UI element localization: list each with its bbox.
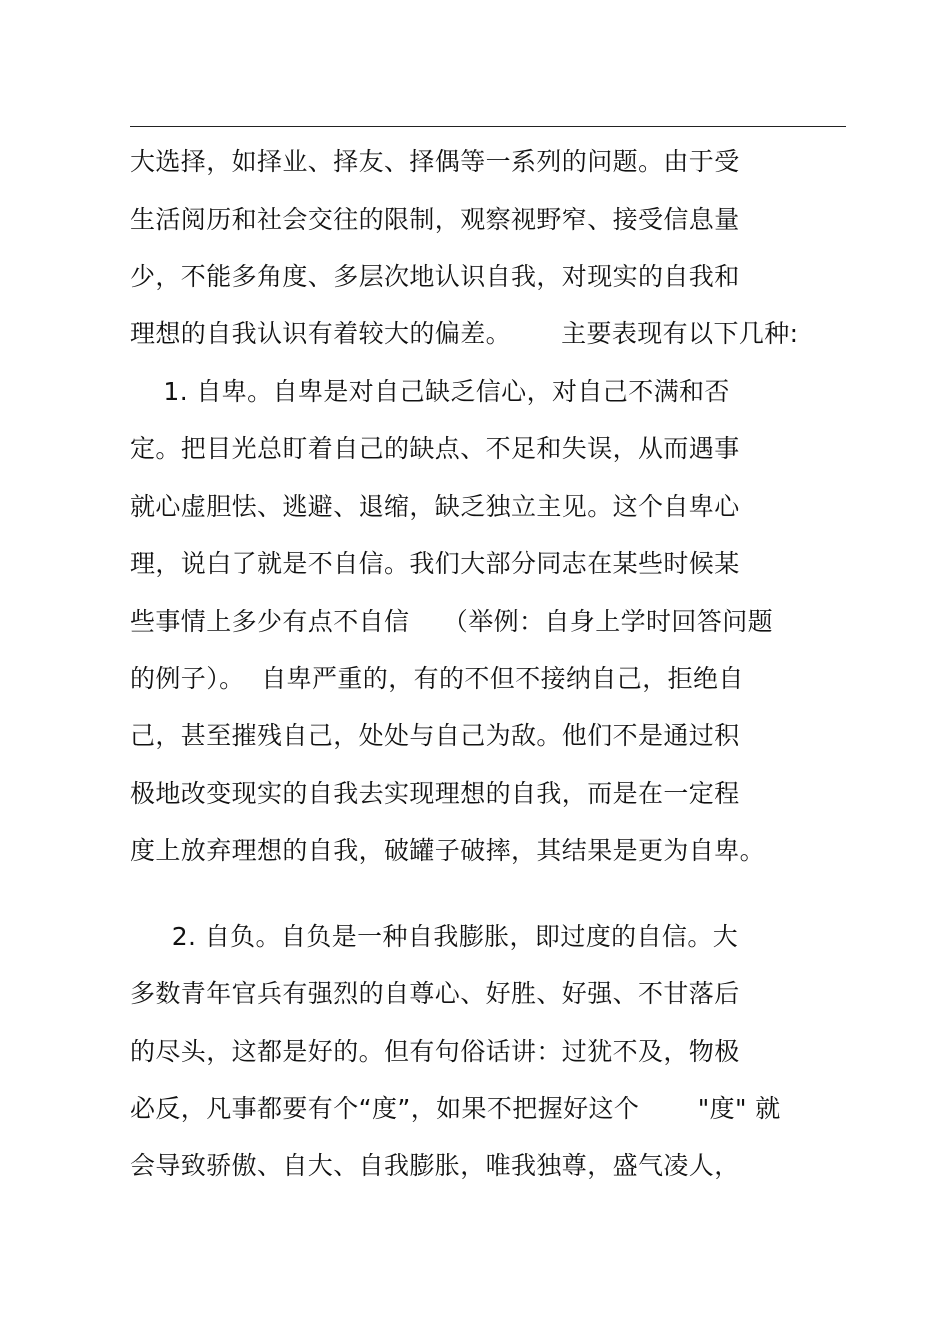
text-line: 己，甚至摧残自己，处处与自己为敌。他们不是通过积 — [130, 721, 740, 750]
text-line: 生活阅历和社会交往的限制，观察视野窄、接受信息量 — [130, 205, 740, 234]
text-line: 就心虚胆怯、逃避、退缩，缺乏独立主见。这个自卑心 — [130, 492, 740, 521]
text-line: 少，不能多角度、多层次地认识自我，对现实的自我和 — [130, 262, 740, 291]
text-line: 必反，凡事都要有个“度”，如果不把握好这个 "度" 就 — [130, 1094, 781, 1123]
text-line: 2. 自负。自负是一种自我膨胀，即过度的自信。大 — [130, 922, 739, 951]
text-line: 理想的自我认识有着较大的偏差。 主要表现有以下几种: — [130, 319, 799, 348]
text-line: 会导致骄傲、自大、自我膨胀，唯我独尊，盛气凌人， — [130, 1151, 740, 1180]
text-line: 度上放弃理想的自我，破罐子破摔，其结果是更为自卑。 — [130, 836, 766, 865]
header-rule — [130, 126, 846, 127]
text-line: 理，说白了就是不自信。我们大部分同志在某些时候某 — [130, 549, 740, 578]
text-line: 大选择，如择业、择友、择偶等一系列的问题。由于受 — [130, 147, 740, 176]
text-line: 极地改变现实的自我去实现理想的自我，而是在一定程 — [130, 779, 740, 808]
text-line: 些事情上多少有点不自信 （举例：自身上学时回答问题 — [130, 607, 773, 636]
text-line: 的尽头，这都是好的。但有句俗话讲：过犹不及，物极 — [130, 1037, 740, 1066]
text-line: 定。把目光总盯着自己的缺点、不足和失误，从而遇事 — [130, 434, 740, 463]
text-line: 1. 自卑。自卑是对自己缺乏信心，对自己不满和否 — [130, 377, 730, 406]
text-line: 的例子）。 自卑严重的，有的不但不接纳自己，拒绝自 — [130, 664, 744, 693]
text-line: 多数青年官兵有强烈的自尊心、好胜、好强、不甘落后 — [130, 979, 740, 1008]
